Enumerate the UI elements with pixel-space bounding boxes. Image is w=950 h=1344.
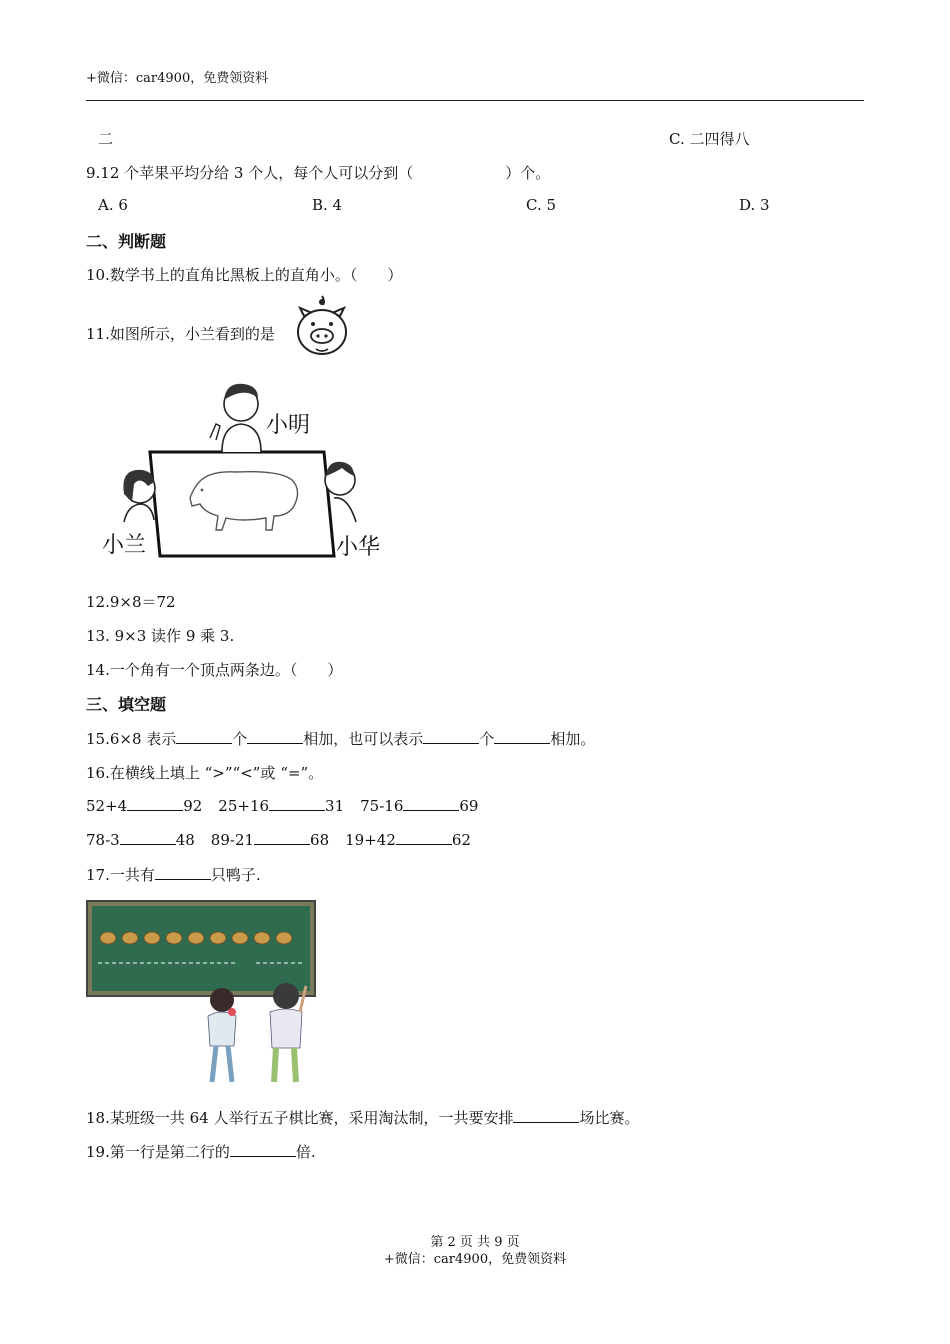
q15-part5: 相加。 xyxy=(550,730,596,748)
q16-blank[interactable] xyxy=(254,830,310,845)
q9-text-before: 9.12 个苹果平均分给 3 个人，每个人可以分到（ xyxy=(86,164,414,182)
q16-row-2 xyxy=(86,830,471,849)
q16-value: 69 xyxy=(459,797,479,815)
q9-option-b: B. 4 xyxy=(312,196,343,214)
q10-text: 10.数学书上的直角比黑板上的直角小。（ ） xyxy=(86,266,403,284)
label-xiaoming: 小明 xyxy=(266,413,311,438)
q15-blank-4[interactable] xyxy=(494,729,550,744)
q9-option-c: C. 5 xyxy=(526,196,557,214)
q19-part1: 19.第一行是第二行的 xyxy=(86,1143,230,1161)
footer-page-number: 第 2 页 共 9 页 xyxy=(430,1235,520,1250)
q17-question xyxy=(86,864,261,885)
label-xiaohua: 小华 xyxy=(336,535,381,560)
footer-text: +微信：car4900，免费领资料 xyxy=(383,1252,567,1267)
q13-text: 13. 9×3 读作 9 乘 3. xyxy=(86,627,235,645)
q14-text: 14.一个角有一个顶点两条边。（ ） xyxy=(86,661,343,679)
q8-option-left: 二 xyxy=(98,130,114,148)
q16-value: 48 xyxy=(175,831,195,849)
q15-blank-3[interactable] xyxy=(423,729,479,744)
q16-expr: 78-3 xyxy=(86,831,120,849)
q16-expr: 89-21 xyxy=(210,831,255,849)
q17-blank[interactable] xyxy=(155,865,211,880)
q17-part2: 只鸭子. xyxy=(210,866,261,884)
q16-blank[interactable] xyxy=(120,830,176,845)
pig-face-icon xyxy=(294,294,350,358)
q16-expr: 19+42 xyxy=(345,831,396,849)
q18-blank[interactable] xyxy=(513,1108,579,1123)
q15-blank-2[interactable] xyxy=(247,729,303,744)
q15-question xyxy=(86,728,595,749)
q17-part1: 17.一共有 xyxy=(86,866,155,884)
q12-text: 12.9×8＝72 xyxy=(86,593,176,611)
q16-blank[interactable] xyxy=(127,796,183,811)
label-xiaolan: 小兰 xyxy=(102,533,147,558)
q16-row-1 xyxy=(86,796,478,815)
q16-value: 92 xyxy=(183,797,203,815)
q19-part2: 倍. xyxy=(295,1143,316,1161)
q16-expr: 52+4 xyxy=(86,797,128,815)
header-rule xyxy=(86,100,864,101)
q16-value: 68 xyxy=(310,831,330,849)
q16-value: 31 xyxy=(325,797,345,815)
q16-value: 62 xyxy=(451,831,471,849)
q16-blank[interactable] xyxy=(396,830,452,845)
q18-question xyxy=(86,1107,640,1128)
header-text: +微信：car4900，免费领资料 xyxy=(86,71,269,86)
section-title-judgement: 二、判断题 xyxy=(86,232,167,251)
q16-expr: 75-16 xyxy=(360,797,404,815)
q16-blank[interactable] xyxy=(403,796,459,811)
q15-blank-1[interactable] xyxy=(176,729,232,744)
q15-part1: 15.6×8 表示 xyxy=(86,730,177,748)
q16-expr: 25+16 xyxy=(218,797,270,815)
q19-blank[interactable] xyxy=(230,1142,296,1157)
q9-option-a: A. 6 xyxy=(98,196,128,214)
q9-text-after: ）个。 xyxy=(505,164,551,182)
q8-option-c: C. 二四得八 xyxy=(669,130,750,148)
q15-part3: 相加，也可以表示 xyxy=(303,730,424,748)
q9-option-d: D. 3 xyxy=(739,196,770,214)
q18-part2: 场比赛。 xyxy=(579,1109,640,1127)
q18-part1: 18.某班级一共 64 人举行五子棋比赛，采用淘汰制，一共要安排 xyxy=(86,1109,514,1127)
q19-question xyxy=(86,1141,316,1162)
q15-part4: 个 xyxy=(479,730,495,748)
q16-text: 16.在横线上填上 “>”“<”或 “=”。 xyxy=(86,764,324,782)
q9-question xyxy=(86,162,550,183)
q15-part2: 个 xyxy=(232,730,248,748)
section-title-fill-blank: 三、填空题 xyxy=(86,695,167,714)
q11-text: 11.如图所示，小兰看到的是 xyxy=(86,325,275,343)
q17-blackboard-illustration xyxy=(86,900,318,1090)
q16-blank[interactable] xyxy=(269,796,325,811)
